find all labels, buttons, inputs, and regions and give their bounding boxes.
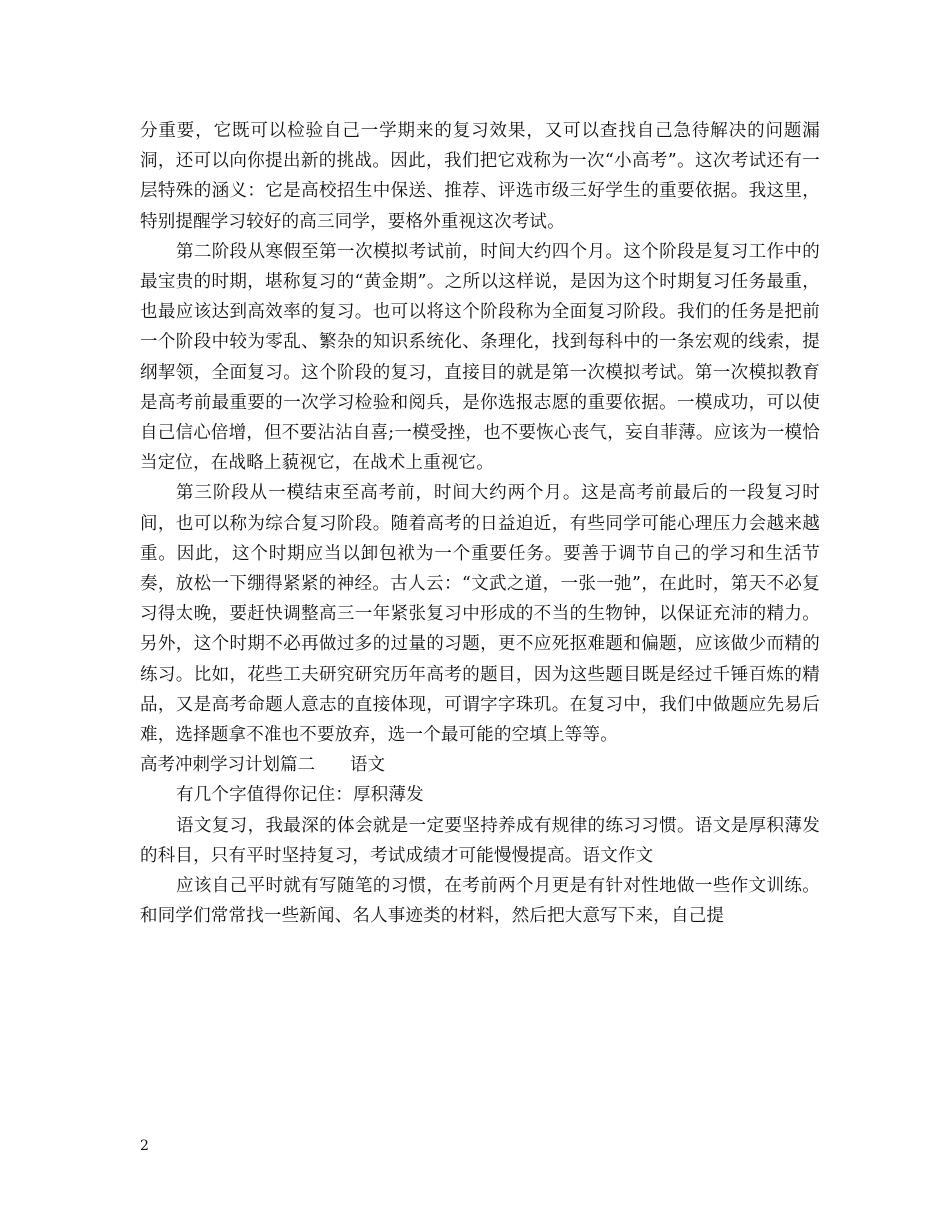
paragraph-review-stage-one-end: 分重要，它既可以检验自己一学期来的复习效果，又可以查找自己急待解决的问题漏洞，还可以向你提出新的挑战。因此，我们把它戏称为一次“小高考”。这次考试还有一层特殊的涵义：它是高校招生中保送、推荐、评选市级三好学生的重要依据。我这里，特别提醒学习较好的高三同学，要格外重视这次考试。 [140, 121, 820, 232]
paragraph-writing-practice: 应该自己平时就有写随笔的习惯，在考前两个月更是有针对性地做一些作文训练。 和同学们常常找一些新闻、名人事迹类的材料，然后把大意写下来，自己提 [140, 876, 820, 927]
paragraph-review-stage-two: 第二阶段从寒假至第一次模拟考试前，时间大约四个月。这个阶段是复习工作中的最宝贵的时期，堪称复习的“黄金期”。之所以这样说，是因为这个时期复习任务最重，也最应该达到高效率的复习。也可以将这个阶段称为全面复习阶段。我们的任务是把前一个阶段中较为零乱、繁杂的知识系统化、条理化，找到每科中的一条宏观的线索，提纲挈领，全面复习。这个阶段的复习，直接目的就是第一次模拟考试。第一次模拟教育是高考前最重要的一次学习检验和阅兵，是你选报志愿的重要依据。一模成功，可以使自己信心倍增，但不要沾沾自喜;一模受挫，也不要恢心丧气，妄自菲薄。应该为一模恰当定位，在战略上藐视它，在战术上重视它。 [140, 241, 820, 474]
document-body [140, 116, 820, 931]
paragraph-chinese-review: 语文复习，我最深的体会就是一定要坚持养成有规律的练习习惯。语文是厚积薄发的科目，只有平时坚持复习，考试成绩才可能慢慢提高。语文作文 [140, 815, 820, 866]
section-heading: 高考冲刺学习计划篇二 语文 [140, 755, 385, 776]
page-number: 2 [140, 1138, 149, 1154]
paragraph-remember-words: 有几个字值得你记住：厚积薄发 [176, 785, 424, 806]
paragraph-review-stage-three: 第三阶段从一模结束至高考前，时间大约两个月。这是高考前最后的一段复习时间，也可以称为综合复习阶段。随着高考的日益迫近，有些同学可能心理压力会越来越重。因此，这个时期应当以卸包袱为一个重要任务。要善于调节自己的学习和生活节奏，放松一下绷得紧紧的神经。古人云：“文武之道，一张一弛”，在此时，第天不必复习得太晚，要赶快调整高三一年紧张复习中形成的不当的生物钟，以保证充沛的精力。另外，这个时期不必再做过多的过量的习题，更不应死抠难题和偏题，应该做少而精的练习。比如，花些工夫研究研究历年高考的题目，因为这些题目既是经过千锤百炼的精品，又是高考命题人意志的直接体现，可谓字字珠玑。在复习中，我们中做题应先易后难，选择题拿不准也不要放弃，选一个最可能的空填上等等。 [140, 483, 820, 746]
